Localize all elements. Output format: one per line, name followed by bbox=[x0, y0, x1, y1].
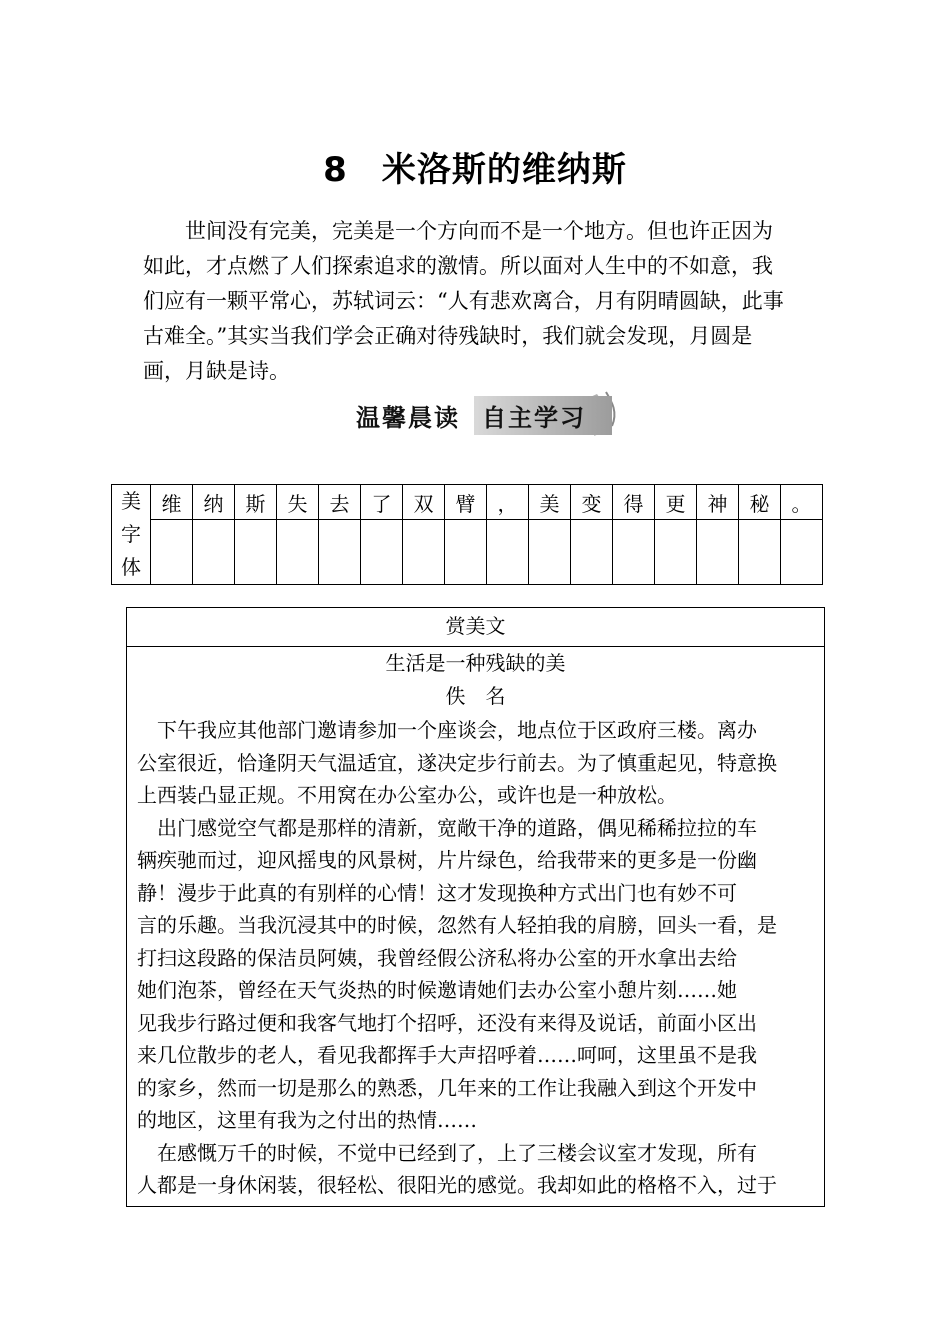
char-cell: 维 bbox=[151, 485, 193, 520]
article-line: 静！漫步于此真的有别样的心情！这才发现换种方式出门也有妙不可 bbox=[137, 880, 737, 905]
practice-cell[interactable] bbox=[151, 520, 193, 585]
practice-cell[interactable] bbox=[403, 520, 445, 585]
article-line: 辆疾驰而过，迎风摇曳的风景树，片片绿色，给我带来的更多是一份幽 bbox=[137, 848, 757, 872]
article-title: 生活是一种残缺的美 bbox=[385, 651, 566, 675]
practice-cell[interactable] bbox=[529, 520, 571, 585]
article-line: 言的乐趣。当我沉浸其中的时候，忽然有人轻拍我的肩膀，回头一看，是 bbox=[137, 913, 777, 937]
char-cell: ， bbox=[487, 485, 529, 520]
article-line: 下午我应其他部门邀请参加一个座谈会，地点位于区政府三楼。离办 bbox=[137, 718, 757, 742]
banner-text-self-study: 自主学习 bbox=[474, 396, 612, 435]
practice-cell[interactable] bbox=[319, 520, 361, 585]
page-title bbox=[0, 142, 950, 191]
char-cell: 双 bbox=[403, 485, 445, 520]
char-cell: 更 bbox=[655, 485, 697, 520]
intro-line: 们应有一颗平常心，苏轼词云：“人有悲欢离合，月有阴晴圆缺，此事 bbox=[143, 289, 784, 313]
article-author: 佚 名 bbox=[445, 684, 506, 708]
table-header-cell bbox=[112, 485, 151, 585]
practice-cell[interactable] bbox=[193, 520, 235, 585]
article-line: 她们泡茶，曾经在天气炎热的时候邀请她们去办公室小憩片刻……她 bbox=[137, 978, 737, 1002]
char-cell: 了 bbox=[361, 485, 403, 520]
char-cell: 得 bbox=[613, 485, 655, 520]
article-line: 上西装凸显正规。不用窝在办公室办公，或许也是一种放松。 bbox=[137, 783, 677, 807]
char-cell: 斯 bbox=[235, 485, 277, 520]
char-cell: 臂 bbox=[445, 485, 487, 520]
practice-cell[interactable] bbox=[235, 520, 277, 585]
article-line: 打扫这段路的保洁员阿姨，我曾经假公济私将办公室的开水拿出去给 bbox=[137, 945, 737, 970]
practice-cell[interactable] bbox=[277, 520, 319, 585]
practice-cell[interactable] bbox=[571, 520, 613, 585]
char-cell: 美 bbox=[529, 485, 571, 520]
intro-line: 画，月缺是诗。 bbox=[143, 359, 290, 383]
article-box bbox=[126, 607, 825, 1207]
char-cell: 秘 bbox=[739, 485, 781, 520]
intro-line: 如此，才点燃了人们探索追求的激情。所以面对人生中的不如意，我 bbox=[143, 254, 773, 278]
article-line: 的地区，这里有我为之付出的热情…… bbox=[137, 1108, 477, 1132]
practice-cell[interactable] bbox=[781, 520, 823, 585]
char-cell: 变 bbox=[571, 485, 613, 520]
intro-line: 世间没有完美，完美是一个方向而不是一个地方。但也许正因为 bbox=[185, 219, 773, 243]
practice-cell[interactable] bbox=[739, 520, 781, 585]
table-header-label: 美字体 bbox=[121, 489, 141, 579]
practice-cell[interactable] bbox=[361, 520, 403, 585]
char-cell: 。 bbox=[781, 485, 823, 520]
article-section-header: 赏美文 bbox=[127, 608, 824, 647]
article-line: 公室很近，恰逢阴天气温适宜，遂决定步行前去。为了慎重起见，特意换 bbox=[137, 750, 777, 775]
article-line: 的家乡，然而一切是那么的熟悉，几年来的工作让我融入到这个开发中 bbox=[137, 1075, 757, 1100]
practice-cell[interactable] bbox=[487, 520, 529, 585]
section-banner bbox=[342, 386, 627, 440]
char-cell: 纳 bbox=[193, 485, 235, 520]
intro-paragraph bbox=[143, 214, 815, 389]
lesson-number: 8 bbox=[323, 150, 348, 190]
character-table bbox=[111, 484, 823, 585]
banner-text-morning-reading: 温馨晨读 bbox=[356, 404, 460, 432]
practice-cell[interactable] bbox=[445, 520, 487, 585]
article-line: 人都是一身休闲装，很轻松、很阳光的感觉。我却如此的格格不入，过于 bbox=[137, 1173, 777, 1197]
article-line: 在感慨万千的时候，不觉中已经到了，上了三楼会议室才发现，所有 bbox=[137, 1140, 757, 1165]
article-line: 出门感觉空气都是那样的清新，宽敞干净的道路，偶见稀稀拉拉的车 bbox=[137, 815, 757, 840]
article-body bbox=[127, 714, 824, 1202]
char-cell: 失 bbox=[277, 485, 319, 520]
practice-cell[interactable] bbox=[655, 520, 697, 585]
lesson-title: 米洛斯的维纳斯 bbox=[381, 150, 627, 190]
practice-cell[interactable] bbox=[613, 520, 655, 585]
intro-line: 古难全。”其实当我们学会正确对待残缺时，我们就会发现，月圆是 bbox=[143, 324, 753, 348]
char-cell: 神 bbox=[697, 485, 739, 520]
article-line: 来几位散步的老人，看见我都挥手大声招呼着……呵呵，这里虽不是我 bbox=[137, 1043, 757, 1067]
char-cell: 去 bbox=[319, 485, 361, 520]
article-line: 见我步行路过便和我客气地打个招呼，还没有来得及说话，前面小区出 bbox=[137, 1010, 757, 1035]
practice-cell[interactable] bbox=[697, 520, 739, 585]
